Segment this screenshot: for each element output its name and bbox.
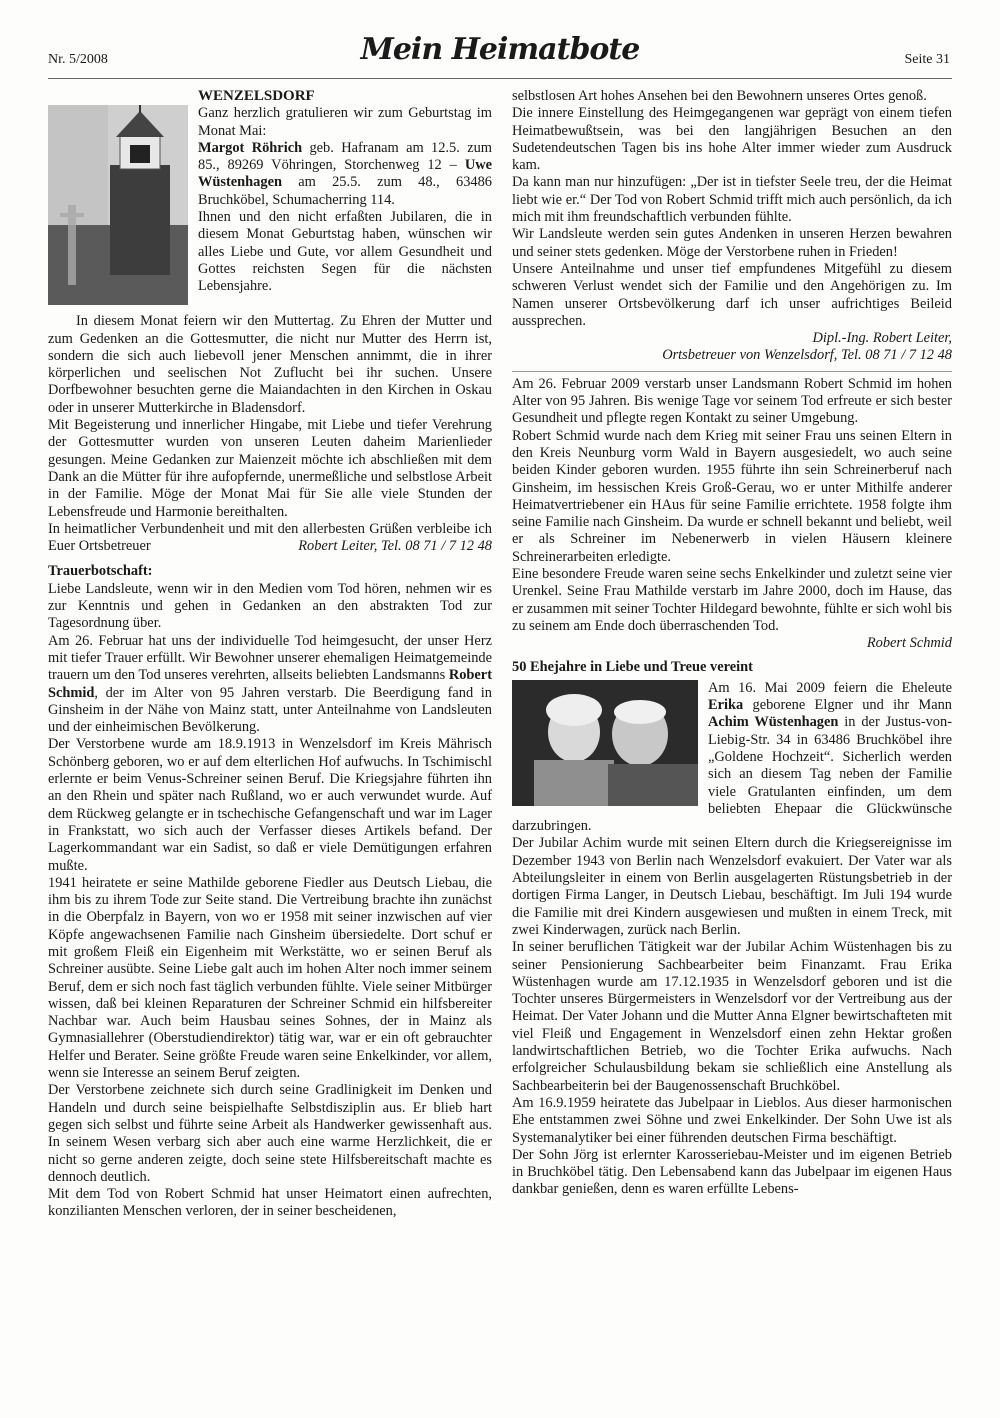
may-paragraph: Mit Begeisterung und innerlicher Hingabe, mit Liebe und tiefer Verehrung der Gottesmutter wurden von unseren Leuten daheim Marienlieder gesungen. Meine Gedanken zur Maienzeit möchte ich abschließen mit dem Dank an die Mütter für ihre aufopfernde, unermeßliche und selbstlose Arbeit in der Familie. Möge der Monat Mai für Sie alle viele Stunden der Lebensfreude und Harmonie bereithalten. [48, 417, 492, 520]
wedding-paragraph: Der Jubilar Achim wurde mit seinen Eltern durch die Kriegsereignisse im Dezember 1943 von Berlin nach Wenzelsdorf evakuiert. Der Vater war als Abteilungsleiter in einem von Berlin ausgelagerten Rüstungsbetrieb in der dortigen Firma Langer, in Deutsch Liebau, beschäftigt. Im Juli 194 wurde die Familie mit drei Kindern ausgewiesen und mußten in einem Treck, mit zwei Kinderwagen, zurück nach Berlin. [512, 835, 952, 938]
celebrant-name: Margot Röhrich [198, 139, 303, 156]
wedding-paragraph: Am 16. Mai 2009 feiern die Eheleute Erika geborene Elgner und ihr Mann Achim Wüstenhagen in der Justus-von-Liebig-Str. 34 in 63486 Bruchköbel ihre „Goldene Hochzeit“. Sicherlich werden sich an diesem Tag neben der Familie viele Gratulanten einfinden, um dem beliebten Ehepaar die Glückwünsche darzubringen. [512, 679, 952, 835]
obituary-paragraph: Am 26. Februar 2009 verstarb unser Landsmann Robert Schmid im hohen Alter von 95 Jahren. Bis wenige Tage vor seinem Tod erfreute er sich bester Gesundheit und pflegte regen Kontakt zu seiner Umgebung. [512, 375, 952, 427]
obituary-continued: Da kann man nur hinzufügen: „Der ist in tiefster Seele treu, der die Heimat liebt wie er.“ Der Tod von Robert Schmid trifft mich auch persönlich, da ich mich mit ihm freundschaftlich verbunden fühlte. [512, 174, 952, 226]
couple-photo [512, 680, 698, 806]
masthead-logo: Mein Heimatbote [360, 32, 640, 67]
obituary-signature: Robert Schmid [866, 635, 952, 652]
greeting-signature: Robert Leiter, Tel. 08 71 / 7 12 48 [298, 538, 492, 555]
page-header [0, 0, 1000, 80]
mourning-paragraph: Am 26. Februar hat uns der individuelle Tod heimgesucht, der unser Herz mit tiefer Trauer erfüllt. Wir Bewohner unserer ehemaligen Heimatgemeinde trauern um den Tod unseres verehrten, allseits beliebten Landsmanns Robert Schmid, der im Alter von 95 Jahren verstarb. Die Beerdigung fand in Ginsheim in der Nähe von Mainz statt, unter Anteilnahme von Landsleuten und der einheimischen Bevölkerung. [48, 632, 492, 736]
mourning-paragraph: Der Verstorbene zeichnete sich durch seine Gradlinigkeit im Denken und Handeln und durch seine beispielhafte Selbstdisziplin aus. Er blieb hart gegen sich selbst und führte seine Arbeit als Handwerker gewissenhaft aus. In seinem Wesen verbarg sich aber auch eine warme Herzlichkeit, die er nicht so gerne anderen zeigte, doch seine stete Hilfsbereitschaft machte es dennoch deutlich. [48, 1082, 492, 1185]
left-column [48, 88, 492, 1221]
obituary-continued: selbstlosen Art hohes Ansehen bei den Bewohnern unseres Ortes genoß. [512, 88, 927, 104]
header-rule [48, 78, 952, 79]
mourning-paragraph: Mit dem Tod von Robert Schmid hat unser Heimatort einen aufrechten, konzilianten Menschen verloren, der in seiner bescheidenen, [48, 1186, 492, 1220]
obituary-continued: Die innere Einstellung des Heimgegangenen war geprägt von einem tiefen Heimatbewußtsein, was bei den langjährigen Besuchen an den Sudetendeutschen Tagen bis ins hohe Alter immer wieder zum Ausdruck kam. [512, 105, 952, 174]
obituary-paragraph: Eine besondere Freude waren seine sechs Enkelkinder und zuletzt seine vier Urenkel. Seine Frau Mathilde verstarb im Jahre 2000, doch im Hause, das er zusammen mit seiner Tochter Hildegard bewohnte, fühlte er sich wohl bis zu seinem am Ende doch überraschenden Tod. [512, 566, 952, 634]
mourning-paragraph: Liebe Landsleute, wenn wir in den Medien vom Tod hören, nehmen wir es zur Kenntnis und gehen in Gedanken an den abstrakten Tod zur Tagesordnung über. [48, 580, 492, 632]
page-number: Seite 31 [904, 52, 950, 67]
signature: Ortsbetreuer von Wenzelsdorf, Tel. 08 71 / 7 12 48 [512, 347, 952, 371]
right-column [512, 88, 952, 1199]
obituary-continued: Unsere Anteilnahme und unser tief empfundenes Mitgefühl zu diesem schweren Verlust wendet sich der Familie und den Angehörigen zu. Im Namen unserer Ortsbevölkerung darf ich unser aufrichtiges Beileid aussprechen. [512, 260, 952, 329]
mourning-paragraph: 1941 heiratete er seine Mathilde geborene Fiedler aus Deutsch Liebau, die ihm bis zu ihrem Tode zur Seite stand. Die Vertreibung brachte ihn zunächst in die Oberpfalz in Bayern, von wo er 1958 mit seiner inzwischen auf vier Köpfe angewachsenen Familie nach Ginsheim übersiedelte. Dort schuf er mit großem Fleiß ein Eigenheim mit Werkstätte, wo er seinen Beruf als Schreiner ausübte. Seine Liebe galt auch im hohen Alter noch immer seinem Beruf, dem er sich noch fast täglich verbunden fühlte. Viele seiner Mitbürger wissen, daß bei kleinen Reparaturen der Schreiner Schmid ein hilfsbereiter Nachbar war. Auch beim Hausbau seines Sohnes, der in Mainz als Gymnasiallehrer (Oberstudiendirektor) tätig war, war er ein oft gebrauchter Helfer und Berater. Seine größte Freude waren seine Enkelkinder, vor allem, wenn sie Interesse an seinem Beruf zeigten. [48, 874, 492, 1082]
wedding-title: 50 Ehejahre in Liebe und Treue vereint [512, 658, 753, 675]
wedding-paragraph: Am 16.9.1959 heiratete das Jubelpaar in Lieblos. Aus dieser harmonischen Ehe entstammen zwei Söhne und zwei Enkelkinder. Der Sohn Uwe ist als Systemanalytiker bei einer führenden deutschen Firma beschäftigt. [512, 1094, 952, 1146]
church-photo [48, 105, 188, 305]
section-title: WENZELSDORF [198, 88, 315, 104]
celebrant-name: Uwe Wüstenhagen [198, 157, 492, 191]
mourning-paragraph: Der Verstorbene wurde am 18.9.1913 in Wenzelsdorf im Kreis Mährisch Schönberg geboren, wo er auf dem elterlichen Hof aufwuchs. In Tschimischl erlernte er beim Venus-Schreiner seinen Beruf. Die Kriegsjahre führten ihn an den Rhein und später nach Rußland, wo er auch verwundet wurde. Auf dem Rückweg gelangte er in tschechische Gefangenschaft und war im Lager in Frankstatt, wo sich auch der Verfasser dieses Artikels befand. Der Lagerkommandant war ein Sadist, so daß er viele Demütigungen erfahren mußte. [48, 736, 492, 874]
obituary-continued: Wir Landsleute werden sein gutes Andenken in unseren Herzen bewahren und seiner stets gedenken. Möge der Verstorbene ruhen in Frieden! [512, 226, 952, 260]
issue-number: Nr. 5/2008 [48, 52, 108, 67]
obituary-paragraph: Robert Schmid wurde nach dem Krieg mit seiner Frau uns seinen Eltern in den Kreis Neunburg vorm Wald in Bayern ausgesiedelt, wo auch seine beiden Kinder geboren wurden. 1955 führte ihn sein Schreinerberuf nach Ginsheim, im hessischen Kreis Groß-Gerau, wo er unter Mithilfe anderer Heimatvertriebener ein HAus für seine Familie errichtete. 1958 folgte ihm seine Familie nach Ginsheim. Da wurde er schnell bekannt und beliebt, weil er als Schreiner im Nebenerwerb in vielen Häusern kleinere Schreinerarbeiten erledigte. [512, 427, 952, 565]
signature: Dipl.-Ing. Robert Leiter, [812, 330, 952, 347]
wedding-paragraph: Der Sohn Jörg ist erlernter Karosseriebau-Meister und im eigenen Betrieb in Bruchköbel tätig. Den Lebensabend kann das Jubelpaar im eigenen Haus dankbar genießen, denn es waren erfüllte Lebens- [512, 1146, 952, 1198]
wedding-paragraph: In seiner beruflichen Tätigkeit war der Jubilar Achim Wüstenhagen bis zu seiner Pensionierung Sachbearbeiter beim Finanzamt. Frau Erika Wüstenhagen wurde am 17.12.1935 in Wenzelsdorf geboren und ist die Tochter unseres Bürgermeisters in Wenzelsdorf vor der Vertreibung aus der Heimat. Der Vater Johann und die Mutter Anna Elgner bewirtschafteten mit viel Fleiß und Engagement in Wenzelsdorf einen zehn Hektar großen landwirtschaftlichen Betrieb, wo die Tochter Erika aufwuchs. Nach erfolgreicher Schulausbildung bekam sie schließlich eine Anstellung als Sachbearbeiterin bei der Baugenossenschaft Bruchköbel. [512, 939, 952, 1094]
birthday-greeting: Ganz herzlich gratulieren wir zum Geburtstag im Monat Mai: Margot Röhrich geb. Hafranam am 12.5. zum 85., 89269 Vöhringen, Storchenweg 12 – Uwe Wüstenhagen am 25.5. zum 48., 63486 Bruchköbel, Schumacherring 114. Ihnen und den nicht erfaßten Jubilaren, die in diesem Monat Geburtstag haben, wünschen wir alles Liebe und Gute, vor allem Gesundheit und Gottes reichsten Segen für die nächsten Lebensjahre. [198, 105, 492, 295]
mourning-title: Trauerbotschaft: [48, 563, 153, 580]
greeting-paragraph: In heimatlicher Verbundenheit und mit den allerbesten Grüßen verbleibe ich Euer Ortsbetreuer Robert Leiter, Tel. 08 71 / 7 12 48 [48, 520, 492, 555]
mothers-day-paragraph: In diesem Monat feiern wir den Muttertag. Zu Ehren der Mutter und zum Gedenken an die Gottesmutter, die nicht nur Mutter des Herrn ist, sondern die sich auch liebevoll jener Menschen annimmt, die in ihrer körperlichen und seelischen Not Zuflucht bei ihr suchen. Unsere Dorfbewohner besuchten gerne die Maiandachten in den Kirchen in Oskau oder in unserer Mutterkirche in Bladensdorf. [48, 313, 492, 416]
